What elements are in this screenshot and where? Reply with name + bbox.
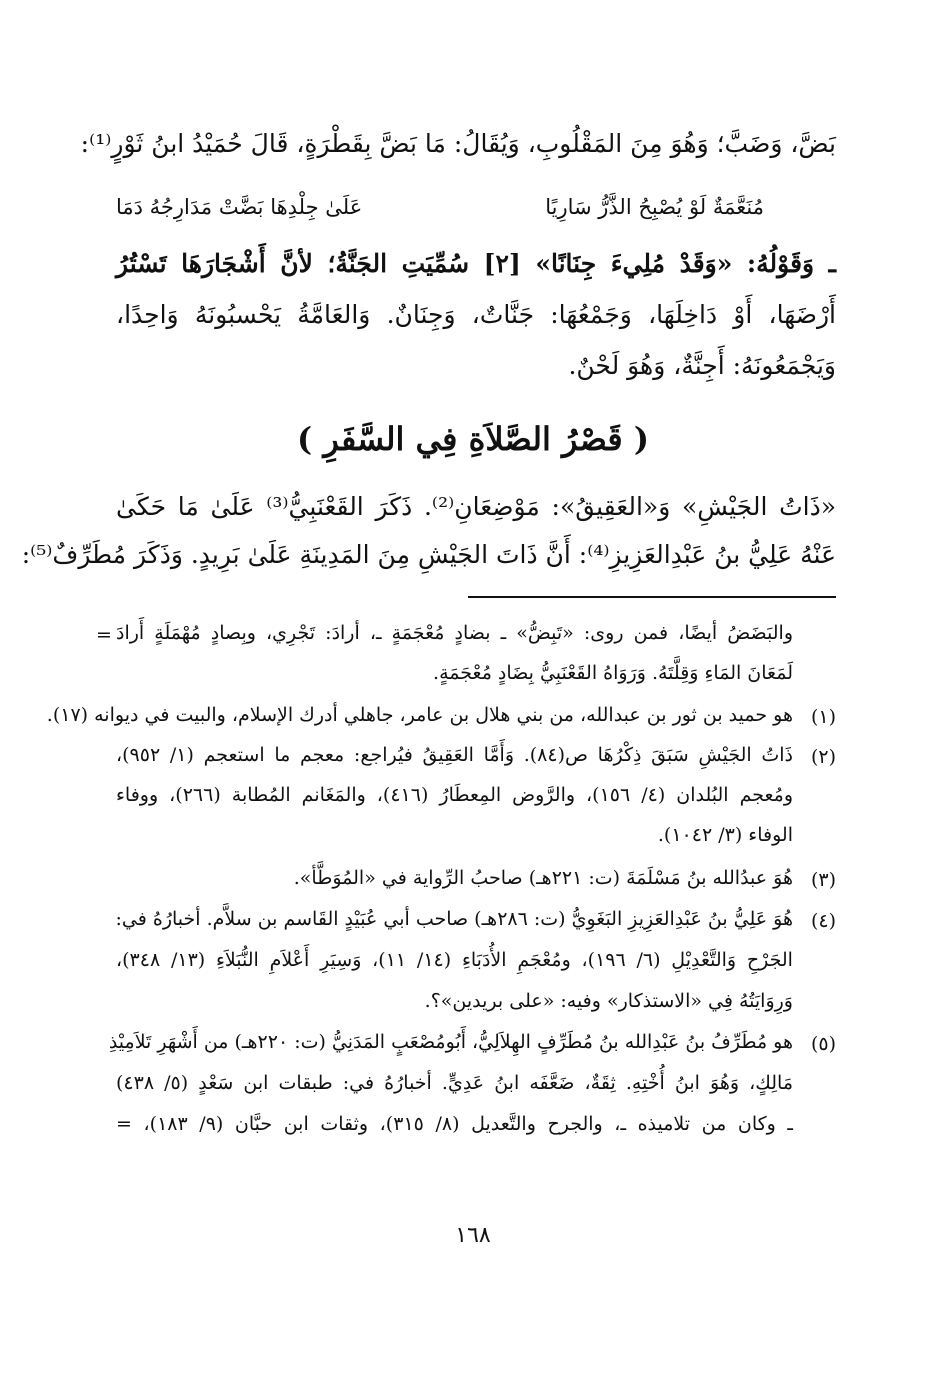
footnote-continued-line-1: والبَضَضُ أيضًا، فمن روى: «تَبِضُّ» ـ بضادٍ مُعْجَمَةٍ ـ، أرادَ: تَجْرِي، وبِصادٍ مُهْمَلَةٍ أَرادَ [116,622,793,644]
footnote-number: (٢) [810,746,836,768]
footnote-number: (٣) [810,869,836,891]
footnote-5-line-2: مَالِكٍ، وَهُوَ ابنُ أُخْتِهِ. ثِقَةٌ، ضَعَّفَه ابنُ عَدِيٍّ. أخبارُهُ في: طبقات ابن سَعْدٍ (٥/ ٤٣٨) [116,1072,793,1094]
poem-verse [116,197,836,223]
footnote-number: (١) [810,706,836,728]
main-text-line-3: ـ وَقَوْلُهُ: «وَقَدْ مُلِيءَ جِنَانًا» [٢] سُمِّيَتِ الجَنَّةُ؛ لأنَّ أَشْجَارَهَا تَسْتُرُ [116,249,836,278]
main-text-line-5: وَيَجْمَعُونَهُ: أَجِنَّةٌ، وَهُوَ لَحْنٌ. [568,351,836,380]
section-text-line-2: عَنْهُ عَلِيُّ بنُ عَبْدِالعَزِيزِ⁽⁴⁾: أَنَّ ذَاتَ الجَيْشِ مِنَ المَدِينَةِ عَلَىٰ بَرِيدٍ. وَذَكَرَ مُطَرِّفٌ⁽⁵⁾: [21,540,836,569]
footnote-1-line-1: هو حميد بن ثور بن عبدالله، من بني هلال بن عامر، جاهلي أدرك الإسلام، والبيت في ديوانه (١٧). [46,704,793,726]
footnote-5-line-1: هو مُطَرِّفُ بنُ عَبْدِالله بنُ مُطَرِّفٍ الهِلاَلِيُّ، أَبُومُصْعَبٍ المَدَنِيُّ (ت: ٢٢٠هـ) من أَشْهَرِ تَلاَمِيْذِ [108,1031,793,1053]
footnote-separator [468,596,836,598]
footnote-2-line-3: الوفاء (٣/ ١٠٤٢). [657,824,793,846]
footnote-number: (٥) [810,1033,836,1055]
footnote-number: (٤) [810,910,836,932]
main-text-line-4: أَرْضَهَا، أَوْ دَاخِلَهَا، وَجَمْعُهَا: جَنَّاتٌ، وَجِنَانٌ. وَالعَامَّةُ يَحْسبُونَهُ وَاحِدًا، [116,300,836,329]
footnote-4-line-3: وَرِوَايَتُهُ فِي «الاستذكار» وفيه: «على بريدين»؟. [424,990,793,1012]
continuation-marker: = [96,624,112,646]
verse-second-hemistich: عَلَىٰ جِلْدِهَا بَضَّتْ مَدَارِجُهُ دَمَا [116,195,363,219]
footnote-continued-line-2: لَمَعَانَ المَاءِ وَقِلَّتَهُ. وَرَوَاهُ القَعْنَبِيُّ بِضَادٍ مُعْجَمَةٍ. [433,662,793,684]
section-heading: ( قَصْرُ الصَّلاَةِ فِي السَّفَرِ ) [297,420,649,458]
footnote-4-line-2: الجَرْحِ وَالتَّعْدِيْلِ (٦/ ١٩٦)، ومُعْجَمِ الأُدَبَاءِ (١٤/ ١١)، وَسِيَرِ أَعْلاَمِ النُّبَلاَءِ (١٣/ ٣٤٨)، [116,949,793,971]
footnote-4-line-1: هُوَ عَلِيُّ بنُ عَبْدِالعَزِيزِ البَغَوِيُّ (ت: ٢٨٦هـ) صاحب أبي عُبَيْدٍ القَاسم بن سلاَّم. أخبارُهُ في: [115,908,793,930]
footnote-5-line-3: ـ وكان من تلاميذه ـ، والجرح والتَّعديل (٨/ ٣١٥)، وثقات ابن حبَّان (٩/ ١٨٣)، = [116,1113,793,1135]
verse-first-hemistich: مُنَعَّمَةٌ لَوْ يُصْبِحُ الذَّرُّ سَارِيًا [545,195,764,219]
main-text-line-1: بَضَّ، وَضَبَّ؛ وَهُوَ مِنَ المَقْلُوبِ، وَيُقَالُ: مَا بَضَّ بِقَطْرَةٍ، قَالَ حُمَيْدُ ابنُ ثَوْرٍ⁽¹⁾: [80,129,836,158]
page-number: ١٦٨ [455,1223,491,1248]
section-text-line-1: «ذَاتُ الجَيْشِ» وَ«العَقِيقُ»: مَوْضِعَانِ⁽²⁾. ذَكَرَ القَعْنَبِيُّ⁽³⁾ عَلَىٰ مَا حَكَىٰ [116,492,836,521]
footnote-2-line-1: ذَاتُ الجَيْشِ سَبَقَ ذِكْرُهَا ص(٨٤). وَأَمَّا العَقِيقُ فيُراجع: معجم ما استعجم (١/ ٩٥٢)، [116,744,793,766]
footnote-2-line-2: ومُعجم البُلدان (٤/ ١٥٦)، والرَّوض المِعطَارُ (٤١٦)، والمَغَانم المُطابة (٢٦٦)، ووفاء [116,784,794,806]
footnote-3-line-1: هُوَ عبدُالله بنُ مَسْلَمَةَ (ت: ٢٢١هـ) صاحبُ الرِّواية في «المُوَطَّأ». [293,867,793,889]
